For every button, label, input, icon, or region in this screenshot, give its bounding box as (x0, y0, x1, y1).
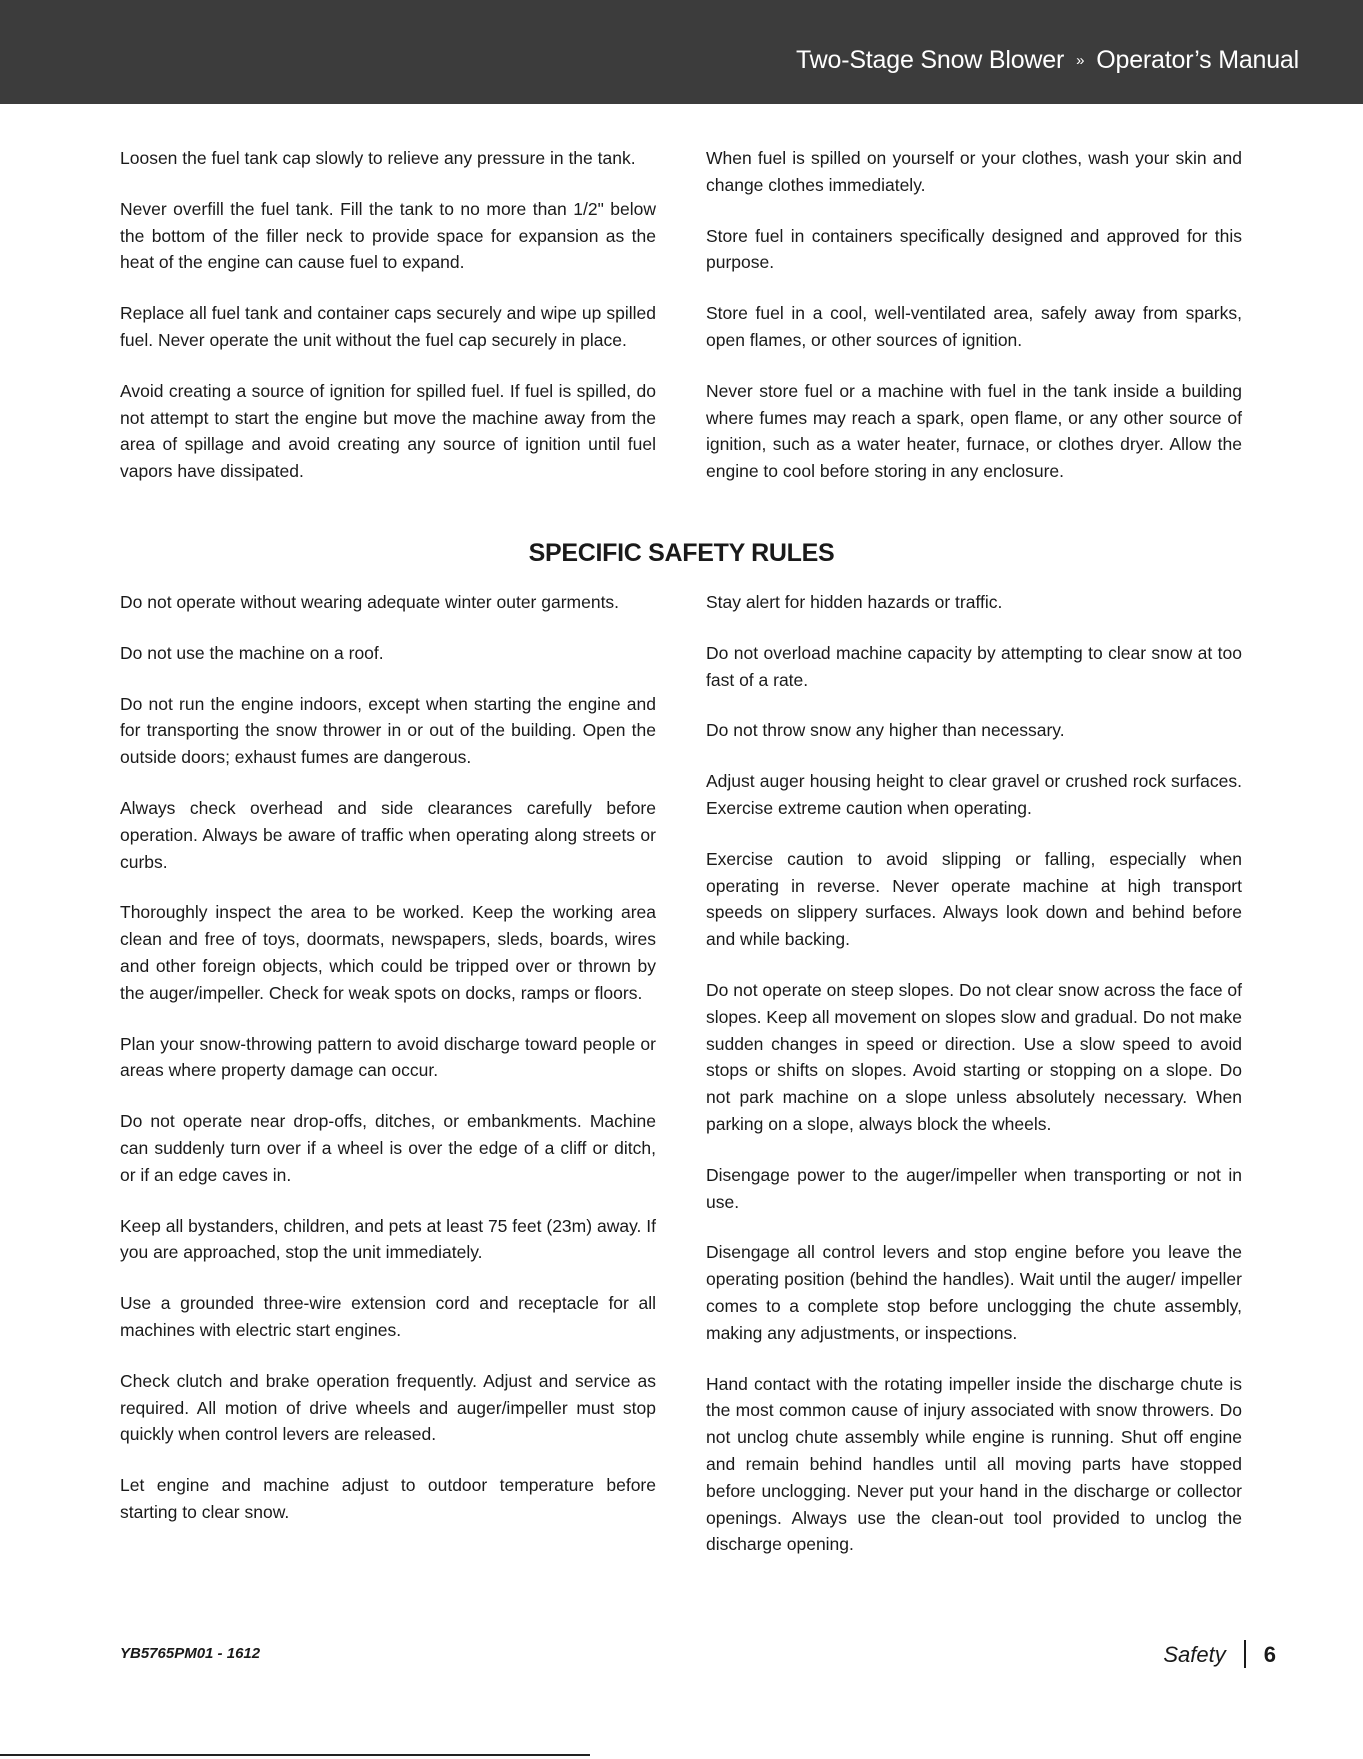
fuel-rule: Replace all fuel tank and container caps securely and wipe up spilled fuel. Never operate the unit without the fuel cap securely in place. (120, 303, 656, 350)
safety-rule: Do not operate without wearing adequate winter outer garments. (120, 592, 620, 612)
specific-rules-right-column (706, 589, 1242, 1582)
specific-rules-left-column (120, 589, 656, 1550)
safety-rule: Disengage all control levers and stop engine before you leave the operating position (behind the handles). Wait until the auger/ impeller comes to a complete stop before unclogging the chute assembly, making any adjustments, or inspections. (706, 1242, 1242, 1343)
header-bar (0, 0, 1363, 104)
safety-rule: Exercise caution to avoid slipping or falling, especially when operating in reverse. Never operate machine at high transport speeds on slippery surfaces. Always look down and behind before and while backing. (706, 848, 1242, 950)
fuel-rule: Store fuel in a cool, well-ventilated area, safely away from sparks, open flames, or other sources of ignition. (706, 303, 1242, 350)
safety-rule: Let engine and machine adjust to outdoor temperature before starting to clear snow. (120, 1475, 656, 1522)
fuel-rule: Never store fuel or a machine with fuel in the tank inside a building where fumes may reach a spark, open flame, or any other source of ignition, such as a water heater, furnace, or clothes dryer. Allow the engine to cool before storing in any enclosure. (706, 380, 1242, 482)
footer-section-name: Safety (1163, 1642, 1226, 1667)
fuel-rule: Avoid creating a source of ignition for spilled fuel. If fuel is spilled, do not attempt to start the engine but move the machine away from the area of spillage and avoid creating any source of ignition until fuel vapors have dissipated. (120, 380, 656, 482)
safety-rule: Do not operate on steep slopes. Do not clear snow across the face of slopes. Keep all movement on slopes slow and gradual. Do not make sudden changes in speed or direction. Use a slow speed to avoid stops or shifts on slopes. Avoid starting or stopping on a slope. Do not park machine on a slope unless absolutely necessary. When parking on a slope, always block the wheels. (706, 979, 1243, 1134)
fuel-rule: Store fuel in containers specifically designed and approved for this purpose. (706, 225, 1242, 273)
fuel-rule: Loosen the fuel tank cap slowly to relieve any pressure in the tank. (120, 148, 636, 168)
safety-rule: Check clutch and brake operation frequently. Adjust and service as required. All motion of drive wheels and auger/impeller must stop quickly when control levers are released. (120, 1370, 656, 1445)
safety-rule: Stay alert for hidden hazards or traffic. (706, 592, 1003, 612)
safety-rule: Disengage power to the auger/impeller when transporting or not in use. (706, 1164, 1242, 1212)
document-code: YB5765PM01 - 1612 (120, 1645, 261, 1662)
safety-rule: Hand contact with the rotating impeller inside the discharge chute is the most common cause of injury associated with snow throwers. Do not unclog chute assembly while engine is running. Shut off engine and remain behind handles until all moving parts have stopped before unclogging. Never put your hand in the discharge or collector openings. Always use the clean-out tool provided to unclog the discharge opening. (706, 1373, 1242, 1555)
safety-rule: Do not use the machine on a roof. (120, 642, 384, 663)
header-title (796, 46, 1299, 75)
safety-rule: Do not overload machine capacity by attempting to clear snow at too fast of a rate. (706, 642, 1242, 690)
page-number: 6 (1263, 1642, 1276, 1667)
page-footer (1163, 1640, 1276, 1668)
safety-rule: Do not operate near drop-offs, ditches, or embankments. Machine can suddenly turn over if a wheel is over the edge of a cliff or ditch, or if an edge caves in. (120, 1111, 656, 1185)
header-separator: » (1076, 52, 1085, 69)
footer-divider (1244, 1640, 1246, 1668)
safety-rule: Adjust auger housing height to clear gravel or crushed rock surfaces. Exercise extreme caution when operating. (706, 771, 1242, 818)
safety-rule: Use a grounded three-wire extension cord and receptacle for all machines with electric start engines. (120, 1293, 656, 1340)
fuel-rule: When fuel is spilled on yourself or your clothes, wash your skin and change clothes immediately. (706, 148, 1242, 195)
safety-rule: Always check overhead and side clearances carefully before operation. Always be aware of traffic when operating along streets or curbs. (120, 797, 656, 872)
safety-rule: Thoroughly inspect the area to be worked. Keep the working area clean and free of toys, doormats, newspapers, sleds, boards, wires and other foreign objects, which could be tripped over or thrown by the auger/impeller. Check for weak spots on docks, ramps or floors. (120, 902, 656, 1003)
fuel-rule: Never overfill the fuel tank. Fill the tank to no more than 1/2" below the bottom of the filler neck to provide space for expansion as the heat of the engine can cause fuel to expand. (120, 198, 656, 273)
safety-rule: Do not throw snow any higher than necessary. (706, 720, 1065, 741)
fuel-rules-left-column (120, 145, 656, 509)
header-manual-title: Operator’s Manual (1096, 46, 1299, 74)
safety-rule: Plan your snow-throwing pattern to avoid discharge toward people or areas where property damage can occur. (120, 1033, 656, 1081)
safety-rule: Keep all bystanders, children, and pets at least 75 feet (23m) away. If you are approached, stop the unit immediately. (120, 1215, 656, 1263)
header-product-title: Two-Stage Snow Blower (795, 46, 1065, 74)
section-heading: SPECIFIC SAFETY RULES (528, 539, 835, 567)
safety-rule: Do not run the engine indoors, except when starting the engine and for transporting the snow thrower in or out of the building. Open the outside doors; exhaust fumes are dangerous. (120, 693, 656, 768)
bottom-rule (0, 1754, 590, 1756)
fuel-rules-right-column (706, 145, 1242, 509)
